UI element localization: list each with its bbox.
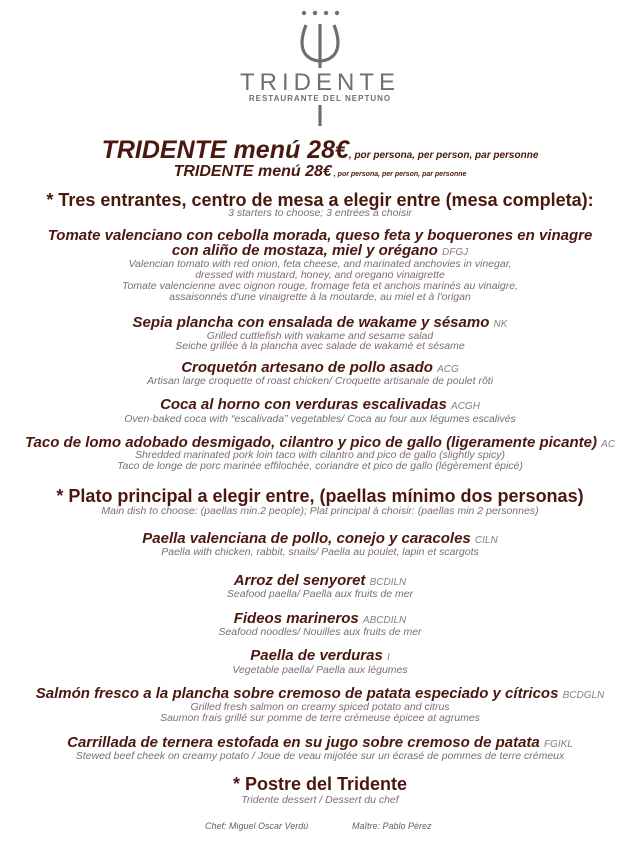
dish-description: Grilled fresh salmon on creamy spiced potato and citrus	[190, 701, 450, 713]
allergen-codes: AC	[601, 439, 616, 450]
dish-description: assaisonnés d'une vinaigrette à la moutarde, au miel et à l'origan	[169, 291, 471, 303]
dish-name-text: Carrillada de ternera estofada en su jugo sobre cremoso de patata	[67, 734, 540, 751]
dish-description: Tomate valencienne avec oignon rouge, fromage feta et anchois marinés au vinaigre,	[122, 280, 518, 292]
dish-description: Oven-baked coca with “escalivada” vegetables/ Coca au four aux légumes escalivés	[124, 413, 516, 425]
dish-description: Taco de longe de porc marinée effilochée, coriandre et pico de gallo (légèrement épicé)	[117, 460, 523, 472]
allergen-codes: ACGH	[451, 401, 480, 412]
allergen-codes: ACG	[437, 364, 459, 375]
menu-title-suffix: , por persona, per person, par personne	[348, 150, 539, 161]
dish-name-text: Sepia plancha con ensalada de wakame y sésamo	[132, 314, 490, 331]
chef-credit: Chef: Miguel Oscar Verdú	[205, 821, 309, 831]
dish-name-text: Paella valenciana de pollo, conejo y caracoles	[142, 530, 471, 547]
dish-description: Stewed beef cheek on creamy potato / Joue de veau mijotée sur un écrasé de pommes de terre crémeux	[75, 750, 565, 762]
mains-heading: * Plato principal a elegir entre, (paellas mínimo dos personas)	[56, 486, 584, 506]
dish-description: dressed with mustard, honey, and oregano vinaigrette	[195, 269, 445, 281]
allergen-codes: BCDGLN	[562, 690, 605, 701]
dessert-subheading: Tridente dessert / Dessert du chef	[241, 794, 399, 806]
starters-subheading: 3 starters to choose; 3 entrées à choisir	[228, 207, 412, 219]
allergen-codes: BCDILN	[369, 577, 407, 588]
dish-name-text: Taco de lomo adobado desmigado, cilantro y pico de gallo (ligeramente picante)	[24, 434, 597, 451]
menu-title-repeat	[0, 163, 640, 184]
logo-tagline: RESTAURANTE DEL NEPTUNO	[248, 94, 392, 103]
allergen-codes: DFGJ	[441, 247, 469, 258]
dish-description: Seafood noodles/ Nouilles aux fruits de mer	[218, 626, 422, 638]
dish-name-text: Croquetón artesano de pollo asado	[181, 359, 433, 376]
allergen-codes: CILN	[474, 535, 498, 546]
dish-name-text: con aliño de mostaza, miel y orégano	[171, 242, 438, 259]
trident-icon	[240, 0, 400, 130]
dish-name: Tomate valenciano con cebolla morada, queso feta y boquerones en vinagre	[47, 227, 593, 244]
allergen-codes: NK	[493, 319, 508, 330]
allergen-codes: ABCDILN	[362, 615, 407, 626]
logo-name: TRIDENTE	[240, 69, 400, 96]
dish-name-text: Coca al horno con verduras escalivadas	[160, 396, 447, 413]
menu-title-text: TRIDENTE menú 28€	[101, 136, 349, 164]
dish-name-text: Paella de verduras	[250, 647, 383, 664]
starters-heading: * Tres entrantes, centro de mesa a elegir entre (mesa completa):	[46, 190, 594, 210]
menu-title-repeat-text: TRIDENTE menú 28€	[173, 163, 332, 180]
dessert-heading: * Postre del Tridente	[232, 774, 408, 794]
dish-description: Grilled cuttlefish with wakame and sesame salad	[206, 330, 434, 342]
allergen-codes: I	[386, 652, 390, 663]
dish-name-text: Arroz del senyoret	[233, 572, 366, 589]
menu-title-repeat-suffix: , por persona, per person, par personne	[331, 171, 467, 178]
dish-description: Vegetable paella/ Paella aux légumes	[232, 664, 408, 676]
dish-description: Seiche grillée à la plancha avec salade de wakamé et sésame	[175, 340, 465, 352]
mains-subheading: Main dish to choose: (paellas min.2 people); Plat principal à choisir: (paellas min 2 personnes)	[101, 505, 539, 517]
dish-name-text: Salmón fresco a la plancha sobre cremoso de patata especiado y cítricos	[35, 685, 559, 702]
maitre-credit: Maître: Pablo Pérez	[352, 821, 432, 831]
dish-description: Paella with chicken, rabbit, snails/ Paella au poulet, lapin et scargots	[161, 546, 479, 558]
dish-description: Artisan large croquette of roast chicken/ Croquette artisanale de poulet rôti	[146, 375, 494, 387]
dish-description: Shredded marinated pork loin taco with cilantro and pico de gallo (slightly spicy)	[134, 449, 506, 461]
dish-description: Valencian tomato with red onion, feta cheese, and marinated anchovies in vinegar,	[128, 258, 512, 270]
dish-name-text: Fideos marineros	[233, 610, 359, 627]
dish-description: Seafood paella/ Paella aux fruits de mer	[226, 588, 414, 600]
dish-description: Saumon frais grillé sur pomme de terre crémeuse épicee at agrumes	[160, 712, 480, 724]
allergen-codes: FGIKL	[543, 739, 573, 750]
